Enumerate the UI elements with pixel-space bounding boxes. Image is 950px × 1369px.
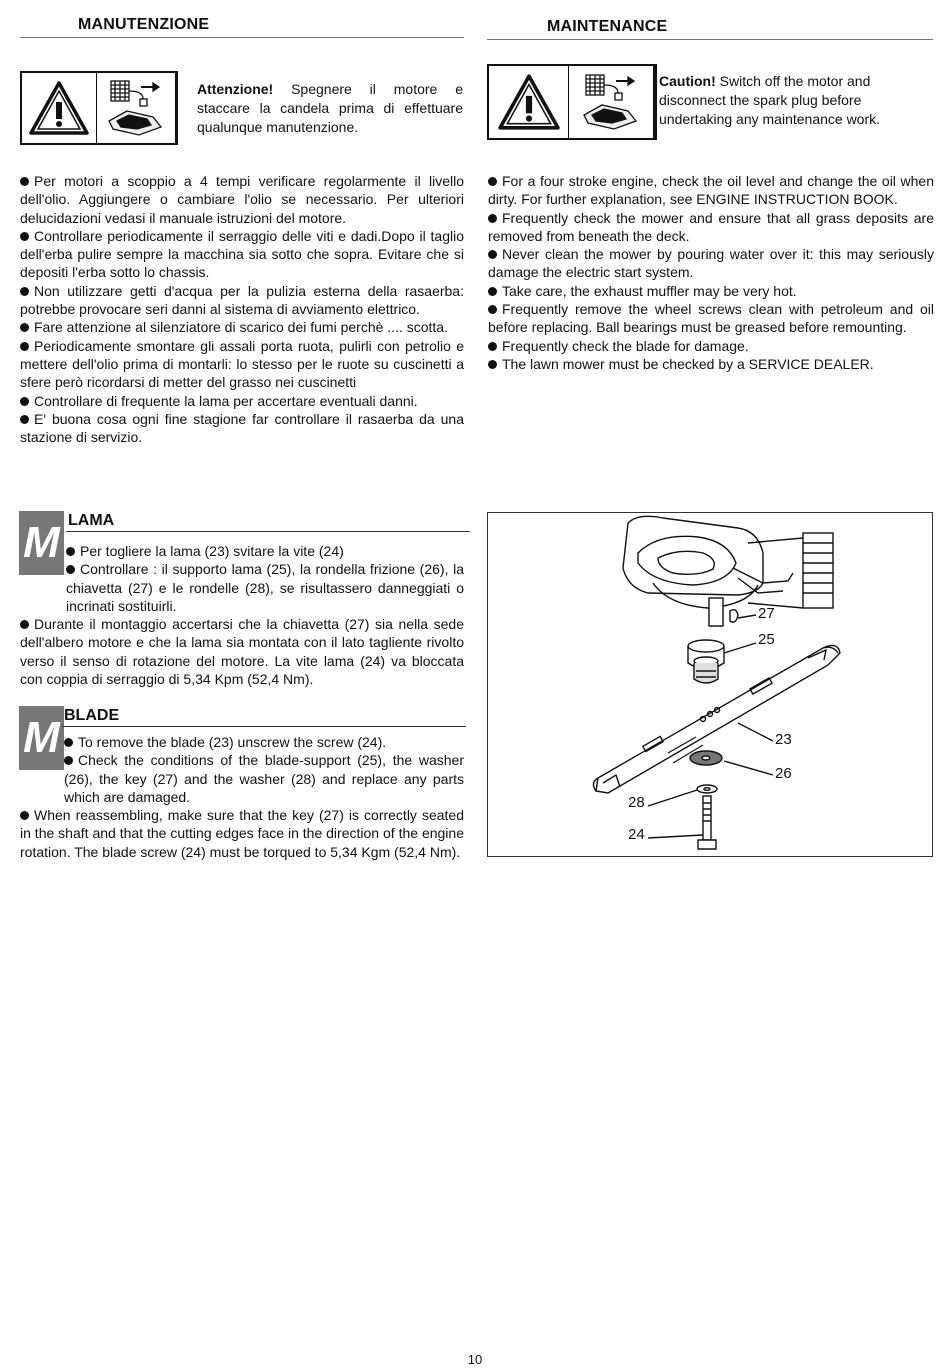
section-header-it [20,16,464,38]
blade-header [62,707,466,727]
warning-body-en: Switch off the motor and disconnect the spark plug before undertaking any maintenance work. [659,73,881,127]
callout-27: 27 [758,605,775,622]
section-header-en [487,18,933,40]
bullet-icon [488,177,497,186]
callout-28: 28 [628,794,645,811]
maintenance-badge-lama: M [19,511,64,575]
bullet-icon [66,565,75,574]
callout-25: 25 [758,631,775,648]
bullet-icon [488,287,497,296]
list-item: Fare attenzione al silenziatore di scarico dei fumi perchè .... scotta. [20,318,464,336]
maintenance-list-it [20,172,464,446]
spark-plug-disconnect-icon [569,66,655,138]
lama-title: LAMA [68,512,115,529]
blade-exploded-view [488,513,933,857]
spark-plug-disconnect-icon [97,73,176,143]
list-item: For a four stroke engine, check the oil level and change the oil when dirty. For further explanation, see ENGINE INSTRUCTION BOOK. [488,173,934,208]
bullet-icon [20,177,29,186]
bullet-icon [64,756,73,765]
list-item: Check the conditions of the blade-support (25), the washer (26), the key (27) and the washer (28) and replace any parts which are damaged. [64,752,464,805]
list-item: Frequently remove the wheel screws clean with petroleum and oil before replacing. Ball bearings must be greased before remounting. [488,301,934,336]
bullet-icon [20,811,29,820]
bullet-icon [20,342,29,351]
list-item: E' buona cosa ogni fine stagione far controllare il rasaerba da una stazione di servizio. [20,410,464,446]
list-item: The lawn mower must be checked by a SERVICE DEALER. [488,355,934,373]
list-item: Take care, the exhaust muffler may be very hot. [488,282,934,300]
warning-triangle-icon [22,73,97,143]
section-title-en: MAINTENANCE [547,18,668,35]
list-item: Frequently check the blade for damage. [488,337,934,355]
bullet-icon [20,620,29,629]
list-item: Non utilizzare getti d'acqua per la pulizia esterna della rasaerba: potrebbe provocare seri danni al sistema di avviamento elettrico. [20,282,464,318]
bullet-icon [20,397,29,406]
warning-box-en [487,64,657,140]
list-item: To remove the blade (23) unscrew the screw (24). [20,733,464,751]
list-item: Durante il montaggio accertarsi che la chiavetta (27) sia nella sede dell'albero motore e che la lama sia montata con il lato tagliente rivolto verso il senso di rotazione del motore. La vite lama (24) va bloccata con coppia di serraggio di 5,34 Kpm (52,4 Nm). [20,616,464,688]
warning-triangle-icon [489,66,569,138]
list-item: Per motori a scoppio a 4 tempi verificare regolarmente il livello dell'olio. Aggiungere o cambiare l'olio se necessario. Per ulteriori delucidazioni vedasi il manuale istruzioni del motore. [20,173,464,226]
lama-header [66,512,470,532]
list-item: Periodicamente smontare gli assali porta ruota, pulirli con petrolio e mettere dell'olio prima di montarli: lo stesso per le ruote su cuscinetti a sfere però ricordarsi di metter del grasso nei cuscinetti [20,337,464,391]
list-item: Frequently check the mower and ensure that all grass deposits are removed from beneath the deck. [488,209,934,244]
list-item: Controllare : il supporto lama (25), la rondella frizione (26), la chiavetta (27) e le rondelle (28), se risultassero danneggiati o incrinati sostituirli. [66,561,464,614]
warning-body-it: Spegnere il motore e staccare la candela prima di effettuare qualunque manutenzione. [197,81,463,135]
bullet-icon [488,342,497,351]
list-item: Never clean the mower by pouring water over it: this may seriously damage the electric start system. [488,246,934,281]
bullet-icon [488,305,497,314]
warning-text-en [659,72,935,129]
callout-23: 23 [775,731,792,748]
list-item: When reassembling, make sure that the key (27) is correctly seated in the shaft and that the cutting edges face in the direction of the engine rotation. The blade screw (24) must be torqued to 5,34 Kgm (52,4 Nm). [20,807,464,860]
bullet-icon [20,287,29,296]
warning-label-it: Attenzione! [197,81,274,97]
lama-list [20,542,464,688]
blade-title: BLADE [64,707,120,724]
bullet-icon [488,250,497,259]
list-item: Controllare di frequente la lama per accertare eventuali danni. [20,392,464,410]
bullet-icon [488,214,497,223]
callout-24: 24 [628,826,645,843]
section-title-it: MANUTENZIONE [78,16,210,33]
page-number: 10 [467,1352,483,1367]
blade-list [20,733,464,861]
callout-26: 26 [775,765,792,782]
bullet-icon [20,323,29,332]
warning-box-it [20,71,178,145]
bullet-icon [20,232,29,241]
warning-text-it [197,80,463,137]
blade-assembly-diagram [487,512,933,857]
list-item: Controllare periodicamente il serraggio delle viti e dadi.Dopo il taglio dell'erba pulire sempre la macchina sia sotto che sopra. Evitare che si depositi l'erba sotto lo chassis. [20,227,464,281]
maintenance-list-en [488,172,934,373]
bullet-icon [64,738,73,747]
warning-label-en: Caution! [659,73,716,89]
bullet-icon [66,547,75,556]
bullet-icon [20,415,29,424]
list-item: Per togliere la lama (23) svitare la vite (24) [20,542,464,560]
maintenance-badge-blade: M [19,706,64,770]
bullet-icon [488,360,497,369]
